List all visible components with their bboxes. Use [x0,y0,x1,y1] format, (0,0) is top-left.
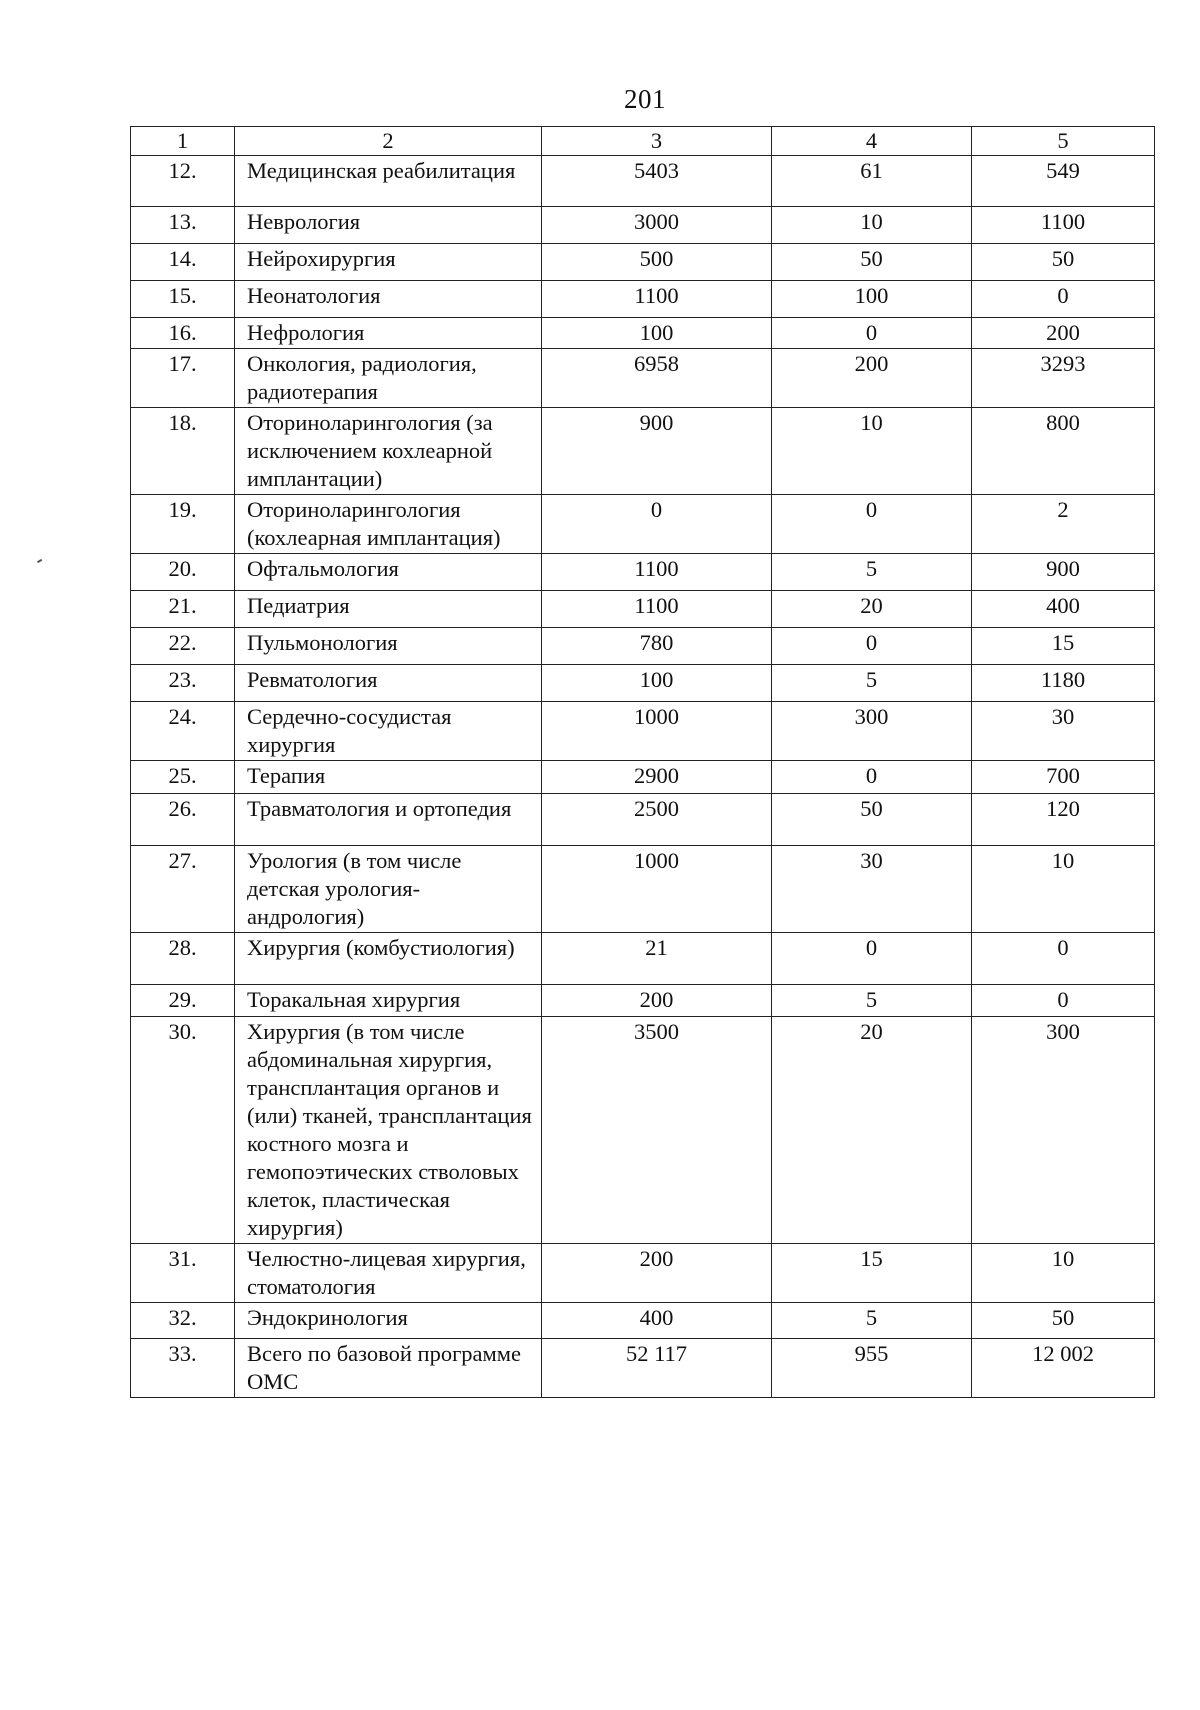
column-3-value: 52 117 [542,1339,772,1398]
column-3-value: 1100 [542,281,772,318]
column-3-value: 0 [542,495,772,554]
column-5-value: 50 [972,1303,1155,1339]
column-4-value: 10 [772,408,972,495]
column-header: 4 [772,127,972,156]
row-number: 15. [131,281,235,318]
column-3-value: 400 [542,1303,772,1339]
table-row [131,318,1155,349]
column-3-value: 200 [542,985,772,1017]
specialty-name: Нефрология [235,318,542,349]
specialty-name: Офтальмология [235,554,542,591]
column-5-value: 0 [972,281,1155,318]
column-4-value: 20 [772,591,972,628]
table-row [131,846,1155,933]
column-3-value: 1100 [542,554,772,591]
column-3-value: 6958 [542,349,772,408]
table-row [131,702,1155,761]
column-5-value: 30 [972,702,1155,761]
specialty-name: Онкология, радиология, радиотерапия [235,349,542,408]
table-row [131,665,1155,702]
specialty-name: Терапия [235,761,542,794]
column-4-value: 0 [772,761,972,794]
column-4-value: 10 [772,207,972,244]
table-row [131,1017,1155,1244]
specialty-name: Челюстно-лицевая хирургия, стоматология [235,1244,542,1303]
column-3-value: 900 [542,408,772,495]
specialty-name: Сердечно-сосудистая хирургия [235,702,542,761]
column-4-value: 100 [772,281,972,318]
column-4-value: 5 [772,665,972,702]
column-5-value: 12 002 [972,1339,1155,1398]
row-number: 22. [131,628,235,665]
column-3-value: 1000 [542,702,772,761]
column-4-value: 300 [772,702,972,761]
column-5-value: 700 [972,761,1155,794]
row-number: 21. [131,591,235,628]
specialty-name: Ревматология [235,665,542,702]
column-5-value: 800 [972,408,1155,495]
column-5-value: 10 [972,1244,1155,1303]
specialty-name: Всего по базовой программе ОМС [235,1339,542,1398]
table-row [131,628,1155,665]
column-4-value: 15 [772,1244,972,1303]
specialty-name: Неонатология [235,281,542,318]
column-3-value: 2900 [542,761,772,794]
table-row [131,281,1155,318]
column-5-value: 3293 [972,349,1155,408]
row-number: 13. [131,207,235,244]
column-4-value: 5 [772,554,972,591]
page-number: 201 [624,84,666,114]
column-3-value: 2500 [542,794,772,846]
row-number: 17. [131,349,235,408]
specialty-name: Неврология [235,207,542,244]
specialty-name: Пульмонология [235,628,542,665]
column-header: 5 [972,127,1155,156]
specialty-name: Оториноларингология (кохлеарная имплантация) [235,495,542,554]
column-header: 2 [235,127,542,156]
row-number: 18. [131,408,235,495]
column-5-value: 1180 [972,665,1155,702]
column-4-value: 0 [772,318,972,349]
row-number: 27. [131,846,235,933]
column-5-value: 900 [972,554,1155,591]
row-number: 28. [131,933,235,985]
row-number: 32. [131,1303,235,1339]
row-number: 29. [131,985,235,1017]
row-number: 25. [131,761,235,794]
column-4-value: 50 [772,244,972,281]
table-row [131,1303,1155,1339]
column-5-value: 200 [972,318,1155,349]
column-4-value: 61 [772,156,972,207]
column-3-value: 3000 [542,207,772,244]
table-row [131,156,1155,207]
data-table [130,126,1155,1398]
specialty-name: Медицинская реабилитация [235,156,542,207]
column-5-value: 15 [972,628,1155,665]
specialty-name: Эндокринология [235,1303,542,1339]
row-number: 12. [131,156,235,207]
table-row [131,554,1155,591]
table-row [131,933,1155,985]
column-4-value: 50 [772,794,972,846]
column-3-value: 21 [542,933,772,985]
row-number: 19. [131,495,235,554]
table-row [131,1339,1155,1398]
column-5-value: 300 [972,1017,1155,1244]
column-number-header-row [131,127,1155,156]
table-row [131,985,1155,1017]
table-row [131,207,1155,244]
column-4-value: 30 [772,846,972,933]
row-number: 20. [131,554,235,591]
column-header: 1 [131,127,235,156]
column-4-value: 0 [772,495,972,554]
row-number: 31. [131,1244,235,1303]
specialty-name: Оториноларингология (за исключением кохлеарной имплантации) [235,408,542,495]
table-row [131,761,1155,794]
specialty-name: Торакальная хирургия [235,985,542,1017]
column-5-value: 1100 [972,207,1155,244]
column-4-value: 20 [772,1017,972,1244]
column-5-value: 0 [972,933,1155,985]
column-4-value: 200 [772,349,972,408]
column-3-value: 1100 [542,591,772,628]
row-number: 30. [131,1017,235,1244]
specialty-name: Травматология и ортопедия [235,794,542,846]
specialty-name: Хирургия (в том числе абдоминальная хирургия, трансплантация органов и (или) тканей, трансплантация костного мозга и гемопоэтических стволовых клеток, пластическая хирургия) [235,1017,542,1244]
row-number: 23. [131,665,235,702]
column-3-value: 1000 [542,846,772,933]
scan-speck [37,559,42,563]
column-3-value: 780 [542,628,772,665]
column-5-value: 549 [972,156,1155,207]
column-5-value: 50 [972,244,1155,281]
table-row [131,495,1155,554]
column-5-value: 120 [972,794,1155,846]
column-4-value: 5 [772,985,972,1017]
row-number: 24. [131,702,235,761]
column-5-value: 400 [972,591,1155,628]
table-row [131,794,1155,846]
column-5-value: 2 [972,495,1155,554]
row-number: 33. [131,1339,235,1398]
specialty-name: Хирургия (комбустиология) [235,933,542,985]
column-4-value: 5 [772,1303,972,1339]
table-row [131,1244,1155,1303]
specialty-name: Нейрохирургия [235,244,542,281]
table-row [131,244,1155,281]
table-row [131,408,1155,495]
row-number: 14. [131,244,235,281]
row-number: 16. [131,318,235,349]
column-3-value: 500 [542,244,772,281]
column-3-value: 5403 [542,156,772,207]
table-row [131,591,1155,628]
table-row [131,349,1155,408]
specialty-name: Урология (в том числе детская урология-андрология) [235,846,542,933]
column-4-value: 955 [772,1339,972,1398]
column-3-value: 100 [542,665,772,702]
column-header: 3 [542,127,772,156]
column-5-value: 0 [972,985,1155,1017]
column-3-value: 3500 [542,1017,772,1244]
column-3-value: 100 [542,318,772,349]
column-4-value: 0 [772,628,972,665]
column-3-value: 200 [542,1244,772,1303]
column-5-value: 10 [972,846,1155,933]
row-number: 26. [131,794,235,846]
specialty-name: Педиатрия [235,591,542,628]
column-4-value: 0 [772,933,972,985]
